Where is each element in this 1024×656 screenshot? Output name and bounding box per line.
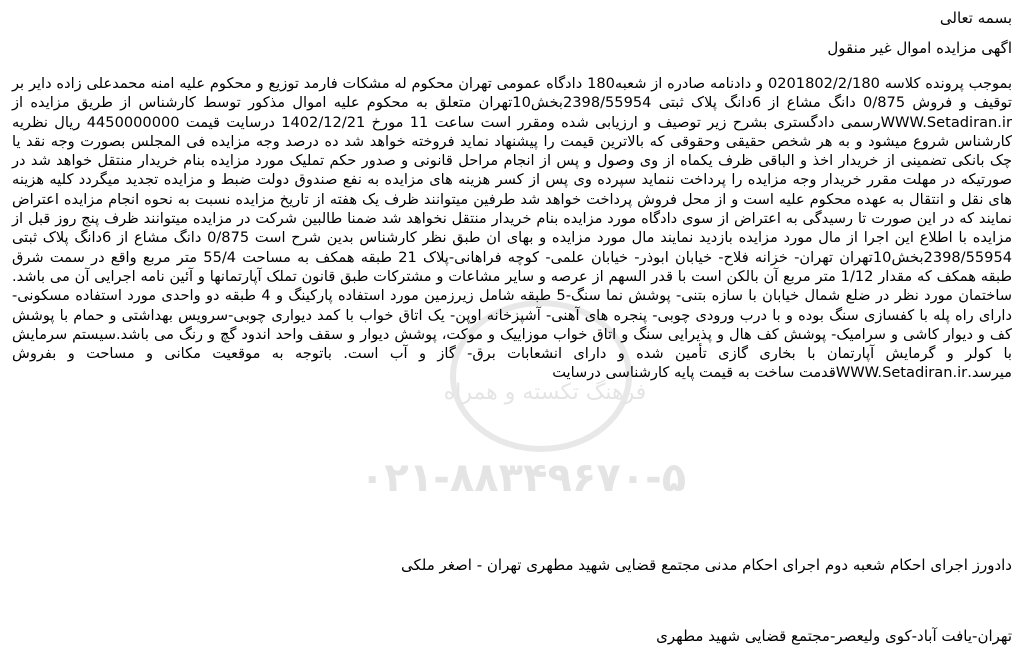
basmala-heading: بسمه تعالی xyxy=(939,9,1012,27)
watermark-phone: ۰۲۱-۸۸۳۴۹۶۷۰-۵ xyxy=(360,455,687,501)
officer-signature-line: دادورز اجرای احکام شعبه دوم اجرای احکام مدنی مجتمع قضایی شهید مطهری تهران - اصغر ملکی xyxy=(400,556,1012,574)
notice-body: بموجب پرونده کلاسه 0201802/2/180 و دادنامه صادره از شعبه180 دادگاه عمومی تهران محکوم له مشکات فارمد توزیع و محکوم علیه امنه محمدعلی زاده دایر بر توقیف و فروش 0/875 دانگ مشاع از 6دانگ پلاک ثبتی 2398/55954بخش10تهران متعلق به محکوم علیه اموال مذکور توسط کارشناس از طریق مزایده از WWW.Setadiran.irرسمی دادگستری بشرح زیر توصیف و ارزیابی شده ومقرر است ساعت 11 مورخ 1402/12/21 درسایت قیمت 4450000000 ریال نظریه کارشناس شروع میشود و به هر شخص حقیقی وحقوقی که بالاترین قیمت را پیشنهاد نماید فروخته خواهد شد ده درصد وجه مزایده فی المجلس بصورت وجه نقد یا چک بانکی تضمینی از خریدار اخذ و الباقی ظرف یکماه از وی وصول و پس از انجام مراحل قانونی و صدور حکم تملیک مورد مزایده بنام خریدار منتقل خواهد شد در صورتیکه در مهلت مقرر خریدار وجه مزایده را پرداخت ننماید سپرده وی پس از کسر هزینه های مزایده به نفع صندوق دولت ضبط و مزایده تجدید میگردد کلیه هزینه های نقل و انتقال به عهده محکوم علیه است و از محل فروش پرداخت خواهد شد طرفین میتوانند ظرف یک هفته از تاریخ مزایده نسبت به نحوه انجام مزایده اعتراض نمایند که در این صورت تا رسیدگی به اعتراض از سوی دادگاه مورد مزایده بنام خریدار منتقل نخواهد شد ضمنا طالبین شرکت در مزایده میتوانند ظرف پنج روز قبل از مزایده با اطلاع این اجرا از مال مورد مزایده بازدید نمایند مال مورد مزایده و بهای ان طبق نظر کارشناس بدین شرح است 0/875 دانگ مشاع از 6دانگ پلاک ثبتی 2398/55954بخش10تهران تهران- خزانه فلاح- خیابان ابوذر- خیابان علمی- کوچه فراهانی-پلاک 21 طبقه همکف به مساحت 55/4 متر مربع واقع در سمت شرق طبقه همکف که مقدار 1/12 متر مربع آن بالکن است با قدر السهم از عرصه و سایر مشاعات و مشترکات طبق قانون تملک آپارتمانها و آئین نامه اجرایی آن می باشد. ساختمان مورد نظر در ضلع شمال خیابان با سازه بتنی- پوشش نما سنگ-5 طبقه شامل زیرزمین مورد استفاده پارکینگ و 4 طبقه دو واحدی مورد استفاده مسکونی- دارای راه پله با کفسازی سنگ بوده و با درب ورودی چوبی- پنجره های آهنی- آشپزخانه اوپن- یک اتاق خواب با کمد دیواری چوبی-سرویس بهداشتی و حمام با پوشش کف و دیوار کاشی و سرامیک- پوشش کف هال و پذیرایی سنگ و اتاق خواب موزاییک و موکت، پوشش دیوار و سقف واحد اندود گچ و رنگ می باشد.سیستم سرمایش با کولر و گرمایش آپارتمان با بخاری گازی تأمین شده و دارای انشعابات برق- گاز و آب است. باتوجه به موقعیت مکانی و مساحت و بفروش میرسد.WWW.Setadiran.irقدمت ساخت به قیمت پایه کارشناسی درسایت xyxy=(12,75,1013,382)
notice-title: اگهی مزایده اموال غیر منقول xyxy=(827,39,1012,57)
watermark-caption: فرهنگ تکسته و همراه xyxy=(443,380,647,405)
court-address-line: تهران-یافت آباد-کوی ولیعصر-مجتمع قضایی شهید مطهری xyxy=(656,627,1012,645)
